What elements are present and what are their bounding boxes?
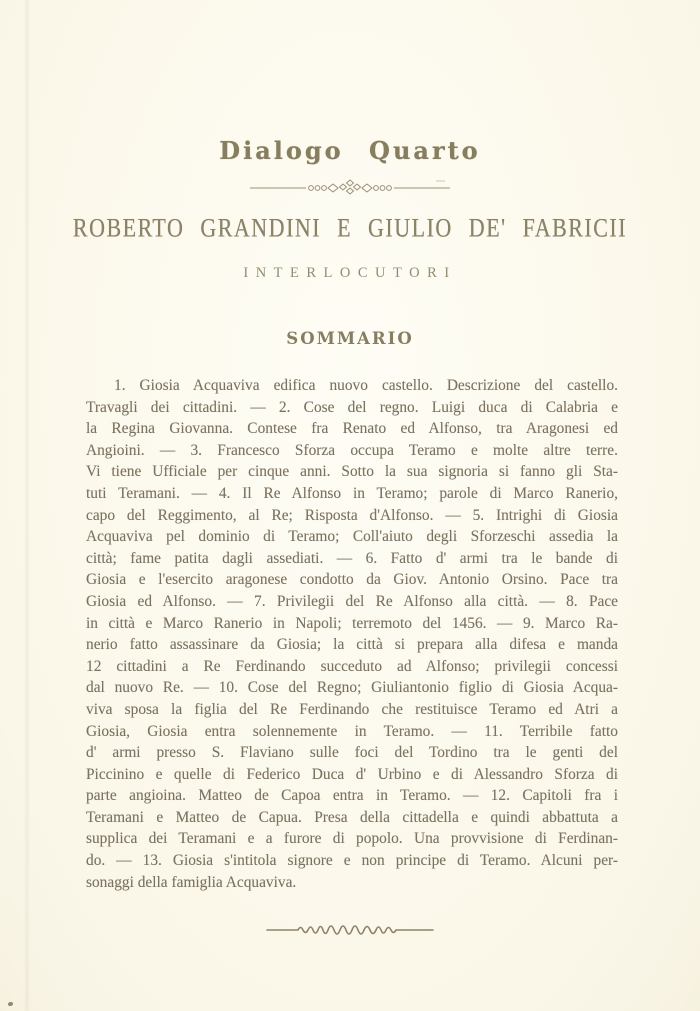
page-title: Dialogo Quarto: [219, 136, 481, 165]
summary-line: Teramani e Matteo de Capua. Presa della cittadella e quindi abbattuta a: [86, 808, 618, 826]
interlocutori-label: INTERLOCUTORI: [243, 265, 457, 281]
summary-line: parte angioina. Matteo de Capoa entra in Teramo. — 12. Capitoli fra i: [86, 787, 618, 805]
chain-rule-icon: [0, 178, 700, 198]
summary-line: Giosia e l'esercito aragonese condotto da Giov. Antonio Orsino. Pace tra: [86, 571, 618, 589]
summary-line: tuti Teramani. — 4. Il Re Alfonso in Teramo; parole di Marco Ranerio,: [86, 484, 618, 502]
summary-line: Angioini. — 3. Francesco Sforza occupa Teramo e molte altre terre.: [86, 441, 618, 459]
summary-line: la Regina Giovanna. Contese fra Renato ed Alfonso, tra Aragonesi ed: [86, 420, 618, 438]
summary-line: nerio fatto assassinare da Giosia; la città si prepara alla difesa e manda: [86, 636, 618, 654]
summary-paragraph: [86, 375, 618, 893]
summary-line: Piccinino e quelle di Federico Duca d' Urbino e di Alessandro Sforza di: [86, 765, 618, 783]
summary-line: dal nuovo Re. — 10. Cose del Regno; Giuliantonio figlio di Giosia Acqua-: [86, 679, 618, 697]
sommario-heading: SOMMARIO: [286, 329, 414, 348]
summary-line: 1. Giosia Acquaviva edifica nuovo castello. Descrizione del castello.: [114, 377, 618, 394]
summary-line: d' armi presso S. Flaviano sulle foci del Tordino tra le genti del: [86, 744, 618, 762]
summary-line: Vi tiene Ufficiale per cinque anni. Sotto la sua signoria si fanno gli Sta-: [86, 463, 618, 481]
paper-speck: [8, 1002, 13, 1006]
summary-line: Giosia ed Alfonso. — 7. Privilegii del Re Alfonso alla città. — 8. Pace: [86, 592, 618, 610]
participants-heading-text: ROBERTO GRANDINI E GIULIO DE' FABRICII: [72, 212, 628, 243]
summary-line: città; fame patita dagli assediati. — 6. Fatto d' armi tra le bande di: [86, 549, 618, 567]
wavy-rule-icon: [0, 920, 700, 938]
summary-line: viva sposa la figlia del Re Ferdinando che restituisce Teramo ed Atri a: [86, 700, 618, 718]
summary-line: 12 cittadini a Re Ferdinando succeduto ad Alfonso; privilegii concessi: [86, 657, 618, 675]
summary-line: in città e Marco Ranerio in Napoli; terremoto del 1456. — 9. Marco Ra-: [86, 614, 618, 632]
summary-line: Giosia, Giosia entra solennemente in Teramo. — 11. Terribile fatto: [86, 722, 618, 740]
summary-line: Travagli dei cittadini. — 2. Cose del regno. Luigi duca di Calabria e: [86, 398, 618, 416]
binding-crease: [24, 0, 30, 1011]
summary-line: Acquaviva pel dominio di Teramo; Coll'aiuto degli Sforzeschi assedia la: [86, 528, 618, 546]
summary-line: do. — 13. Giosia s'intitola signore e non principe di Teramo. Alcuni per-: [86, 852, 618, 870]
summary-line: supplica dei Teramani e a furore di popolo. Una provvisione di Ferdinan-: [86, 830, 618, 848]
summary-line: sonaggi della famiglia Acquaviva.: [86, 873, 297, 891]
summary-line: capo del Reggimento, al Re; Risposta d'Alfonso. — 5. Intrighi di Giosia: [86, 506, 618, 524]
participants-heading: [0, 212, 700, 243]
